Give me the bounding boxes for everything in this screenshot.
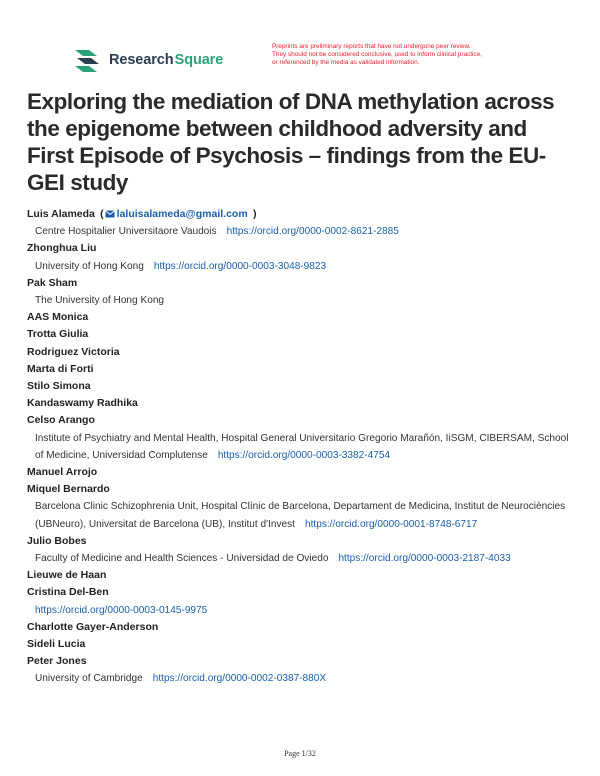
- author-name-text: Julio Bobes: [27, 534, 87, 547]
- author-name: [27, 240, 577, 257]
- author-name: [27, 533, 577, 550]
- author-name-text: AAS Monica: [27, 311, 89, 324]
- brand-word-square: Square: [174, 52, 224, 68]
- author-name-text: Peter Jones: [27, 655, 87, 668]
- author-list: [27, 206, 577, 688]
- affiliation-text: Centre Hospitalier Universitaore Vaudois: [35, 226, 217, 238]
- author-affiliation: [27, 498, 577, 532]
- affiliation-text: The University of Hong Kong: [35, 295, 165, 307]
- author-name: [27, 481, 577, 498]
- author-affiliation: [27, 292, 577, 309]
- paper-title: Exploring the mediation of DNA methylation across the epigenome between childhood adversity and First Episode of Psychosis – findings from the EU-GEI study: [27, 89, 555, 195]
- author-name: [27, 653, 577, 670]
- author-name-text: Kandaswamy Radhika: [27, 397, 138, 410]
- preprint-notice-line: They should not be considered conclusive, used to inform clinical practice,: [272, 51, 482, 59]
- orcid-link[interactable]: https://orcid.org/0000-0003-3048-9823: [153, 260, 327, 272]
- author-name: [27, 206, 577, 223]
- author-name: [27, 344, 577, 361]
- orcid-link[interactable]: https://orcid.org/0000-0002-0387-880X: [152, 673, 327, 685]
- author-affiliation: [27, 430, 577, 464]
- preprint-notice: [272, 43, 572, 68]
- author-name-text: Zhonghua Liu: [27, 242, 97, 255]
- author-name: [27, 378, 577, 395]
- orcid-link[interactable]: https://orcid.org/0000-0003-0145-9975: [35, 604, 208, 616]
- author-name-text: Pak Sham: [27, 276, 78, 289]
- affiliation-text: University of Cambridge: [35, 673, 143, 685]
- research-square-logo-icon: [73, 48, 101, 72]
- affiliation-text: University of Hong Kong: [35, 260, 144, 272]
- author-name-text: Miquel Bernardo: [27, 483, 110, 496]
- author-affiliation: [27, 550, 577, 567]
- author-name-text: Sideli Lucia: [27, 638, 86, 651]
- email-paren-close: ): [247, 208, 257, 220]
- author-affiliation: [27, 258, 577, 275]
- author-name-text: Marta di Forti: [27, 362, 94, 375]
- author-name-text: Charlotte Gayer-Anderson: [27, 620, 159, 633]
- preprint-notice-line: Preprints are preliminary reports that have not undergone peer review.: [272, 43, 471, 50]
- page-number: Page 1/32: [284, 749, 316, 758]
- orcid-link[interactable]: https://orcid.org/0000-0002-8621-2885: [226, 226, 399, 238]
- preprint-notice-line: or referenced by the media as validated information.: [272, 59, 420, 67]
- affiliation-text: Institute of Psychiatry and Mental Health, Hospital General Universitario Gregorio Marañón, IiSGM, CIBERSAM, School of Medicine, Universidad Complutense: [35, 432, 569, 461]
- orcid-link[interactable]: https://orcid.org/0000-0003-3382-4754: [217, 449, 391, 461]
- affiliation-text: Faculty of Medicine and Health Sciences - Universidad de Oviedo: [35, 553, 329, 565]
- author-name-text: Rodriguez Victoria: [27, 345, 120, 358]
- author-email-link[interactable]: laluisalameda@gmail.com: [116, 208, 248, 220]
- author-name-text: Cristina Del-Ben: [27, 586, 109, 599]
- author-name: [27, 275, 577, 292]
- research-square-logo[interactable]: [73, 47, 223, 73]
- author-name: [27, 309, 577, 326]
- author-name: [27, 395, 577, 412]
- author-name: [27, 361, 577, 378]
- orcid-link[interactable]: https://orcid.org/0000-0001-8748-6717: [304, 518, 478, 530]
- author-name-text: Manuel Arrojo: [27, 466, 98, 479]
- author-name-text: Luis Alameda: [27, 208, 95, 220]
- affiliation-text: Barcelona Clinic Schizophrenia Unit, Hospital Clínic de Barcelona, Departament de Medicina, Institut de Neurociències (UBNeuro), Universitat de Barcelona (UB), Institut d'Invest: [35, 501, 566, 530]
- author-affiliation: [27, 602, 577, 619]
- brand-word-research: Research: [109, 52, 174, 68]
- author-name-text: Trotta Giulia: [27, 328, 89, 341]
- author-name: [27, 584, 577, 601]
- author-affiliation: [27, 223, 577, 240]
- orcid-link[interactable]: https://orcid.org/0000-0003-2187-4033: [338, 553, 511, 565]
- author-name-text: Celso Arango: [27, 414, 95, 427]
- author-name-text: Lieuwe de Haan: [27, 569, 107, 582]
- author-name-text: Stilo Simona: [27, 380, 91, 393]
- author-name: [27, 636, 577, 653]
- author-name: [27, 619, 577, 636]
- brand-name: [109, 52, 223, 68]
- author-affiliation: [27, 670, 577, 687]
- author-name: [27, 326, 577, 343]
- author-name: [27, 412, 577, 429]
- email-paren-open: (: [94, 208, 104, 220]
- envelope-icon: [105, 210, 115, 218]
- author-name: [27, 567, 577, 584]
- author-name: [27, 464, 577, 481]
